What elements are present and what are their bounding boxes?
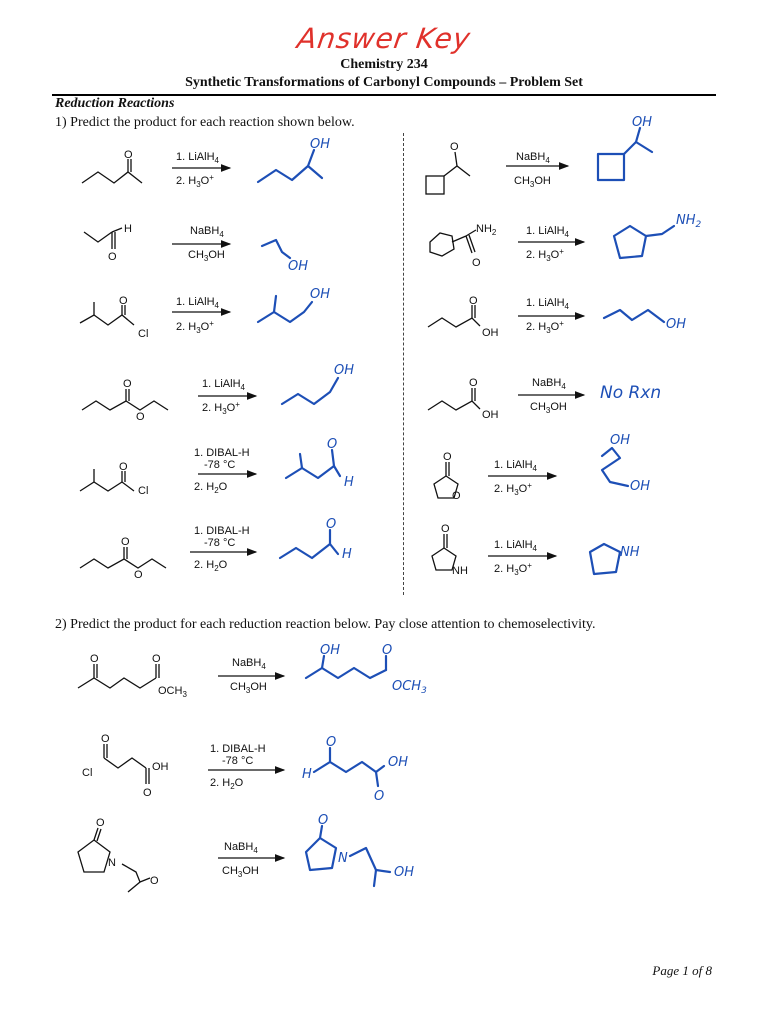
- atom-oh: OH: [482, 409, 499, 421]
- reagent-ch3oh: $CH_3OH$: [514, 175, 551, 189]
- answer-label-oh: OH: [666, 317, 687, 332]
- product-butanal: [280, 544, 338, 558]
- atom-o: O: [124, 149, 133, 161]
- atom-nh2: $NH_2$: [476, 223, 497, 237]
- reactant-butanoic-acid: [428, 305, 480, 327]
- answer-label-oh: OH: [630, 479, 651, 494]
- product-amine: [614, 226, 674, 258]
- answer-label-och3: $OCH_3$: [392, 679, 427, 696]
- atom-oh: OH: [152, 761, 169, 773]
- reactant-cyclobutyl-ketone: [426, 152, 470, 194]
- answer-label-h: H: [344, 475, 354, 490]
- reagent-step2: 2. $H_3O^+$: [526, 247, 564, 263]
- atom-o: O: [469, 377, 478, 389]
- atom-cl: Cl: [82, 767, 93, 779]
- question-1: 1) Predict the product for each reaction shown below.: [55, 115, 355, 130]
- product-propanol: [262, 240, 290, 258]
- reagent-step2: 2. $H_3O^+$: [176, 173, 214, 189]
- reagent-dibal: 1. DIBAL-H: [210, 743, 266, 755]
- atom-n: N: [108, 857, 116, 869]
- atom-o: O: [134, 569, 143, 581]
- reagent-nabh4: NaBH$_4$: [532, 377, 566, 391]
- atom-o: O: [108, 251, 117, 263]
- course-title: Chemistry 234: [340, 57, 428, 72]
- atom-o: O: [119, 295, 128, 307]
- answer-label-o: O: [326, 517, 337, 532]
- product-alcohol-3: [258, 302, 312, 322]
- reagent-step1: 1. LiAlH$_4$: [176, 296, 219, 310]
- product-butanol-2: [604, 310, 664, 322]
- reagent-ch3oh: $CH_3OH$: [188, 249, 225, 263]
- answer-label-oh: OH: [394, 865, 415, 880]
- reactant-2-pentanone: [82, 159, 142, 183]
- reagent-h2o: 2. $H_2O$: [194, 481, 228, 495]
- reagent-temp: -78 °C: [204, 537, 236, 549]
- reagent-step1: 1. LiAlH$_4$: [202, 378, 245, 392]
- reagent-temp: -78 °C: [222, 755, 254, 767]
- reactant-ester-2: [80, 547, 166, 568]
- reagent-step2: 2. $H_3O^+$: [202, 400, 240, 416]
- atom-nh: NH: [452, 565, 468, 577]
- answer-no-reaction: No Rxn: [600, 383, 662, 403]
- atom-o: O: [136, 411, 145, 423]
- answer-label-o: O: [374, 789, 385, 804]
- atom-o: O: [450, 141, 459, 153]
- reactant-keto-ester: [78, 664, 159, 688]
- atom-o: O: [452, 490, 461, 502]
- atom-cl: Cl: [138, 328, 149, 340]
- reactant-propanal: [84, 228, 122, 249]
- reagent-step2: 2. $H_3O^+$: [494, 561, 532, 577]
- answer-label-oh: OH: [388, 755, 409, 770]
- answer-label-nh2: $NH_2$: [676, 213, 702, 230]
- atom-h: H: [124, 223, 132, 235]
- reagent-step1: 1. LiAlH$_4$: [494, 459, 537, 473]
- reagent-ch3oh: $CH_3OH$: [222, 865, 259, 879]
- reagent-ch3oh: $CH_3OH$: [530, 401, 567, 415]
- reactant-butanoic-acid-2: [428, 388, 480, 410]
- atom-och3: $OCH_3$: [158, 685, 187, 699]
- product-butanol: [282, 378, 338, 404]
- answer-label-nh: NH: [620, 545, 640, 560]
- atom-o: O: [443, 451, 452, 463]
- page-number: Page 1 of 8: [652, 963, 712, 978]
- answer-label-oh: OH: [288, 259, 309, 274]
- atom-cl: Cl: [138, 485, 149, 497]
- atom-o: O: [152, 653, 161, 665]
- product-2-pentanol: [258, 166, 322, 182]
- reagent-dibal: 1. DIBAL-H: [194, 525, 250, 537]
- reagent-nabh4: NaBH$_4$: [224, 841, 258, 855]
- atom-o: O: [441, 523, 450, 535]
- reagent-h2o: 2. $H_2O$: [194, 559, 228, 573]
- atom-o: O: [121, 536, 130, 548]
- reagent-step1: 1. LiAlH$_4$: [526, 225, 569, 239]
- reagent-temp: -78 °C: [204, 459, 236, 471]
- answer-label-n: N: [338, 851, 348, 866]
- product-cyclobutyl-ethanol: [598, 128, 652, 180]
- product-aldehyde: [286, 466, 340, 478]
- reagent-h2o: 2. $H_2O$: [210, 777, 244, 791]
- reagent-step1: 1. LiAlH$_4$: [176, 151, 219, 165]
- reagent-step2: 2. $H_3O^+$: [176, 319, 214, 335]
- answer-label-oh: OH: [334, 363, 355, 378]
- answer-label-o: O: [326, 735, 337, 750]
- atom-o: O: [150, 875, 159, 887]
- answer-label-oh: OH: [610, 433, 631, 448]
- reagent-step1: 1. LiAlH$_4$: [494, 539, 537, 553]
- answer-label-o: O: [327, 437, 338, 452]
- answer-label-oh: OH: [310, 137, 331, 152]
- atom-o: O: [96, 817, 105, 829]
- reactant-amide: [430, 230, 476, 256]
- reagent-step2: 2. $H_3O^+$: [526, 319, 564, 335]
- reagent-ch3oh: $CH_3OH$: [230, 681, 267, 695]
- product-hydroxy-ester: [306, 668, 386, 678]
- reagent-nabh4: NaBH$_4$: [190, 225, 224, 239]
- answer-key-heading: Answer Key: [295, 22, 473, 55]
- reagent-step1: 1. LiAlH$_4$: [526, 297, 569, 311]
- reactant-acid-chloride-acid: [104, 744, 149, 784]
- atom-o: O: [90, 653, 99, 665]
- answer-label-oh: OH: [632, 115, 653, 130]
- reactant-ethyl-butanoate: [82, 389, 168, 410]
- reagent-step2: 2. $H_3O^+$: [494, 481, 532, 497]
- product-pyrrolidine: [590, 544, 620, 574]
- atom-o: O: [469, 295, 478, 307]
- reagent-nabh4: NaBH$_4$: [232, 657, 266, 671]
- atom-o: O: [101, 733, 110, 745]
- reagent-dibal: 1. DIBAL-H: [194, 447, 250, 459]
- atom-o: O: [123, 378, 132, 390]
- product-aldehyde-acid: [314, 762, 384, 772]
- answer-label-oh: OH: [320, 643, 341, 658]
- section-heading: Reduction Reactions: [55, 96, 175, 111]
- answer-label-h: H: [342, 547, 352, 562]
- atom-o: O: [119, 461, 128, 473]
- answer-label-h: H: [302, 767, 312, 782]
- product-diol: [602, 448, 628, 486]
- answer-label-o: O: [382, 643, 393, 658]
- problem-set-title: Synthetic Transformations of Carbonyl Compounds – Problem Set: [185, 75, 583, 90]
- answer-label-o: O: [318, 813, 329, 828]
- question-2: 2) Predict the product for each reduction reaction below. Pay close attention to chemoselectivity.: [55, 617, 596, 632]
- answer-label-oh: OH: [310, 287, 331, 302]
- atom-o: O: [143, 787, 152, 799]
- atom-o: O: [472, 257, 481, 269]
- product-n-substituted-alcohol: [306, 826, 390, 886]
- reagent-nabh4: NaBH$_4$: [516, 151, 550, 165]
- atom-oh: OH: [482, 327, 499, 339]
